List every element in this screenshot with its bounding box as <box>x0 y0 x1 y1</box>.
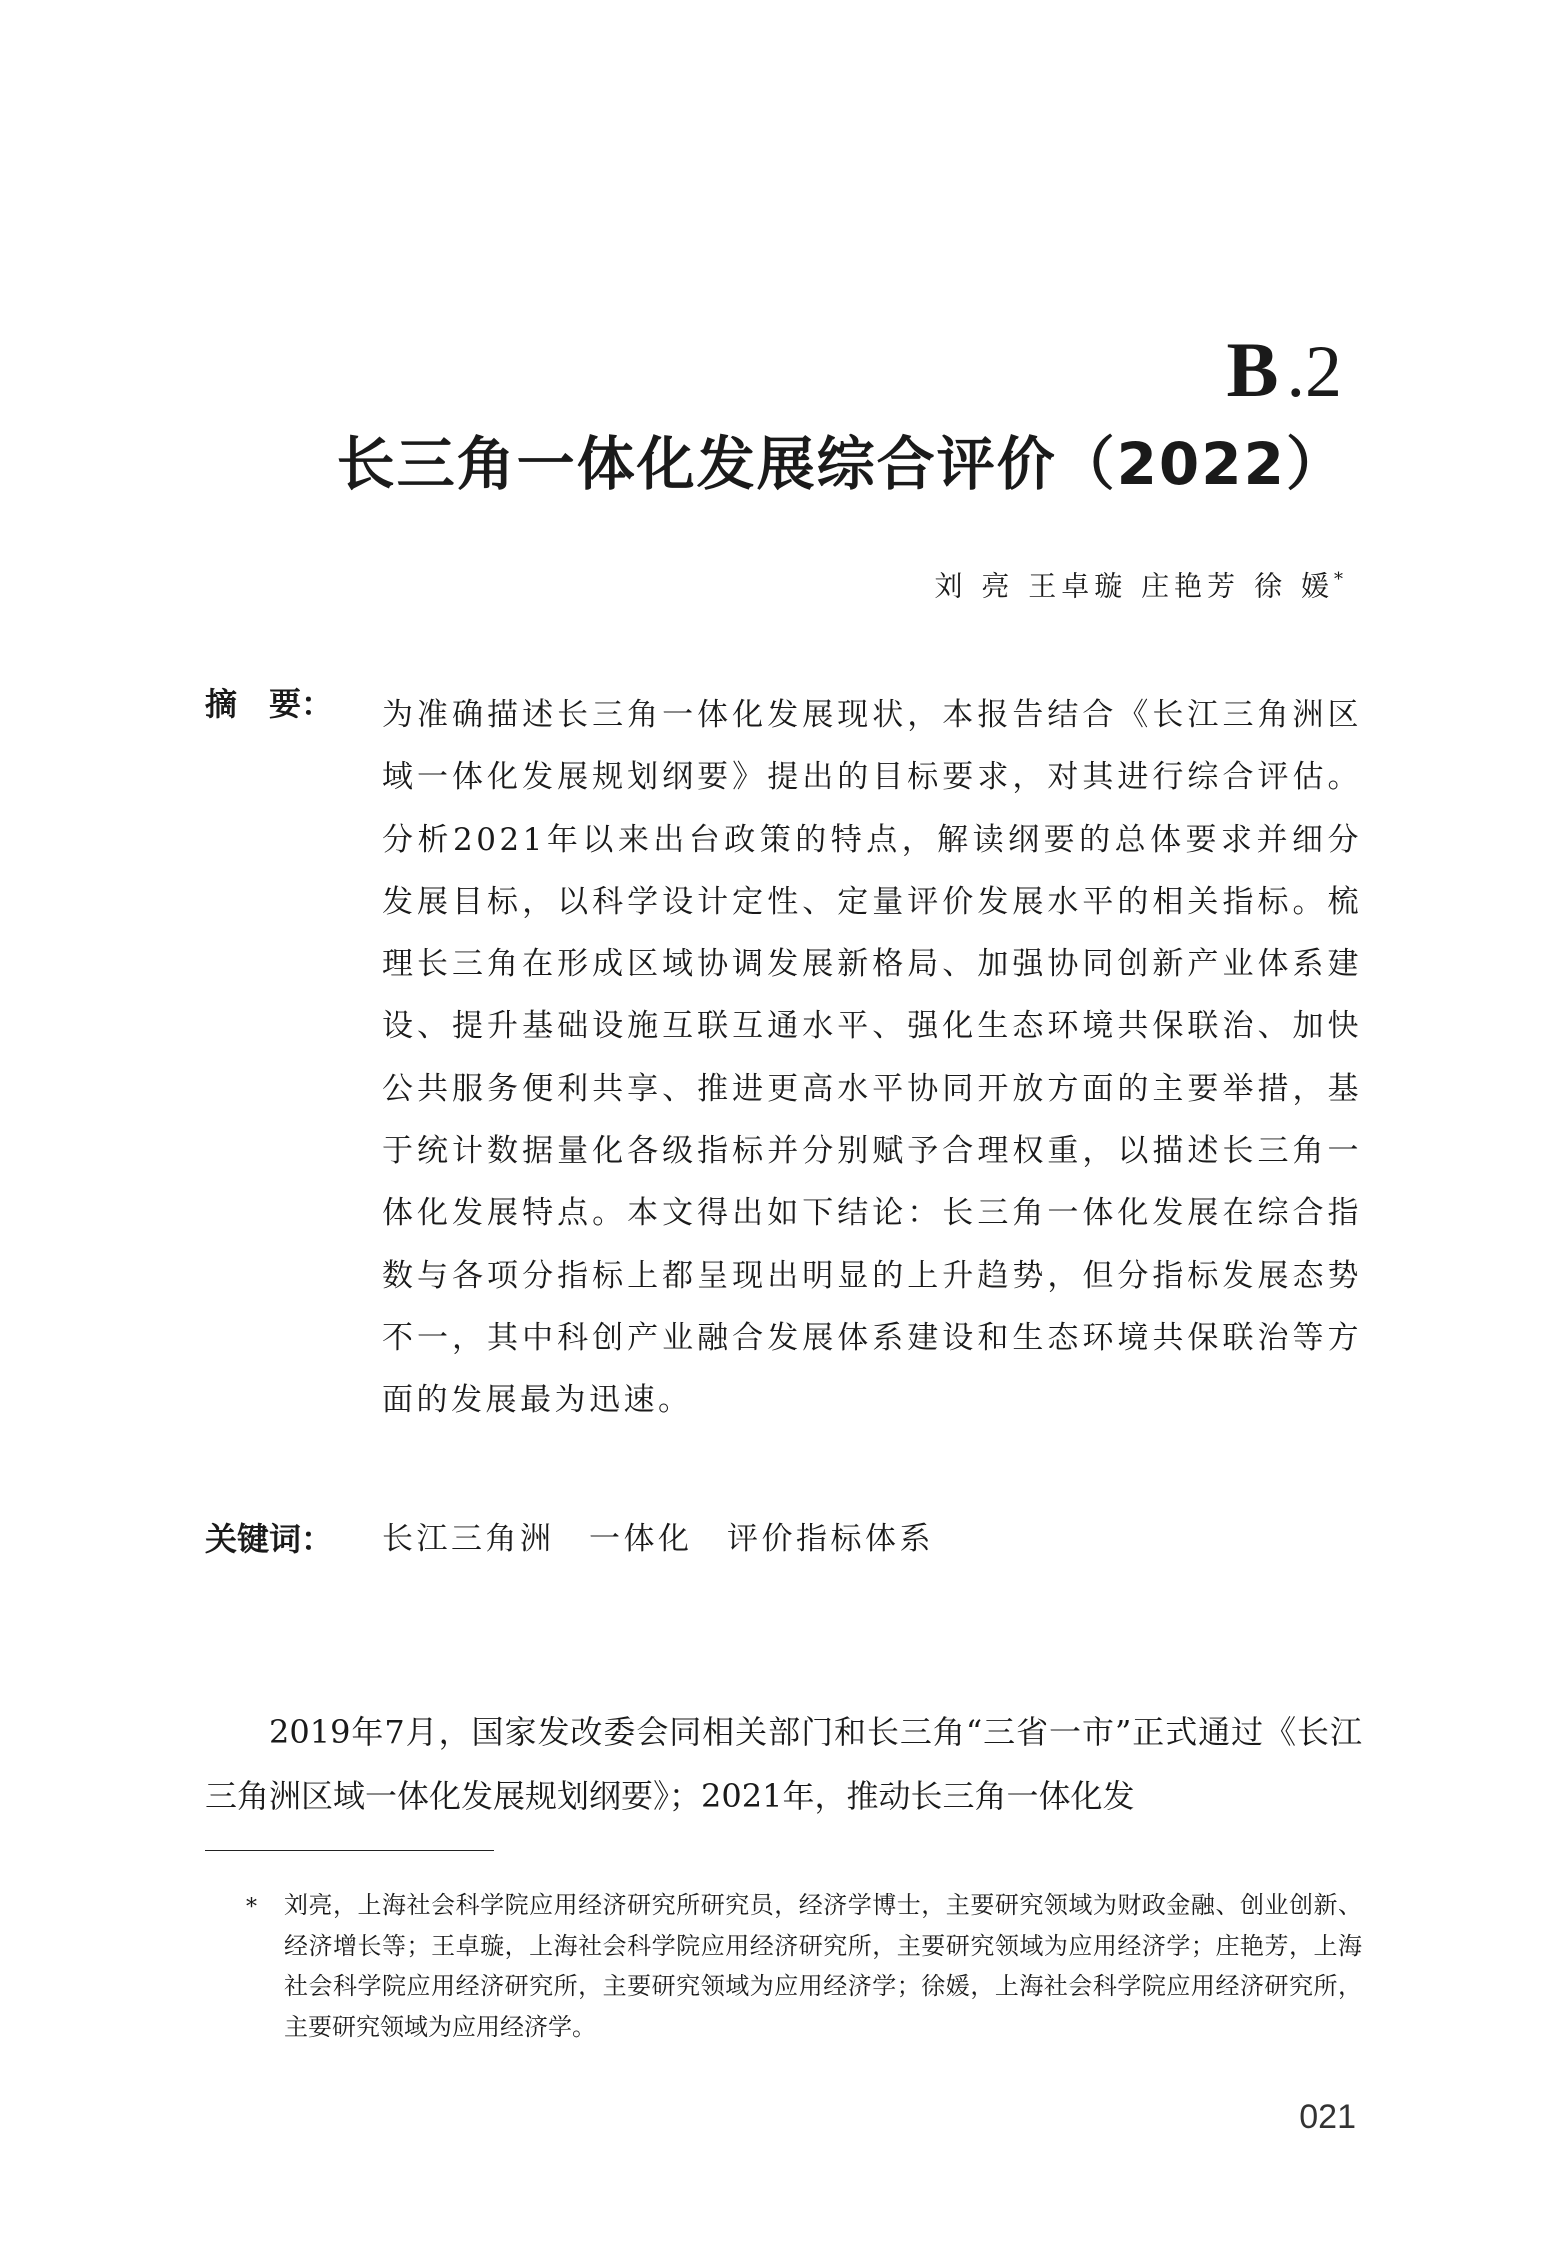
abstract-label: 摘 要： <box>205 685 334 723</box>
chapter-title: 长三角一体化发展综合评价（2022） <box>336 430 1346 498</box>
author-names: 刘 亮 王卓璇 庄艳芳 徐 媛 <box>934 569 1334 603</box>
chapter-letter: B <box>1226 326 1279 413</box>
chapter-number <box>1226 326 1342 413</box>
authors-line <box>934 560 1343 606</box>
footnote <box>284 1885 1362 2047</box>
keywords-text: 长江三角洲 一体化 评价指标体系 <box>382 1521 934 1557</box>
footnote-marker: * <box>246 1895 257 1920</box>
footnote-text: 刘亮，上海社会科学院应用经济研究所研究员，经济学博士，主要研究领域为财政金融、创业创新、经济增长等；王卓璇，上海社会科学院应用经济研究所，主要研究领域为应用经济学；庄艳芳，上海社会科学院应用经济研究所，主要研究领域为应用经济学；徐媛，上海社会科学院应用经济研究所，主要研究领域为应用经济学。 <box>284 1891 1362 2041</box>
page-number: 021 <box>1299 2098 1356 2136</box>
author-footnote-marker: * <box>1334 569 1343 590</box>
chapter-index: .2 <box>1286 331 1342 413</box>
keywords-label: 关键词： <box>205 1520 334 1558</box>
abstract-text: 为准确描述长三角一体化发展现状，本报告结合《长江三角洲区域一体化发展规划纲要》提出的目标要求，对其进行综合评估。分析2021年以来出台政策的特点，解读纲要的总体要求并细分发展目标，以科学设计定性、定量评价发展水平的相关指标。梳理长三角在形成区域协调发展新格局、加强协同创新产业体系建设、提升基础设施互联互通水平、强化生态环境共保联治、加快公共服务便利共享、推进更高水平协同开放方面的主要举措，基于统计数据量化各级指标并分别赋予合理权重，以描述长三角一体化发展特点。本文得出如下结论：长三角一体化发展在综合指数与各项分指标上都呈现出明显的上升趋势，但分指标发展态势不一，其中科创产业融合发展体系建设和生态环境共保联治等方面的发展最为迅速。 <box>382 697 1362 1419</box>
body-paragraph: 2019年7月，国家发改委会同相关部门和长三角“三省一市”正式通过《长江三角洲区域一体化发展规划纲要》；2021年，推动长三角一体化发 <box>205 1713 1362 1815</box>
body-text <box>205 1700 1362 1828</box>
abstract-body <box>382 684 1362 1432</box>
footnote-divider <box>205 1850 494 1851</box>
